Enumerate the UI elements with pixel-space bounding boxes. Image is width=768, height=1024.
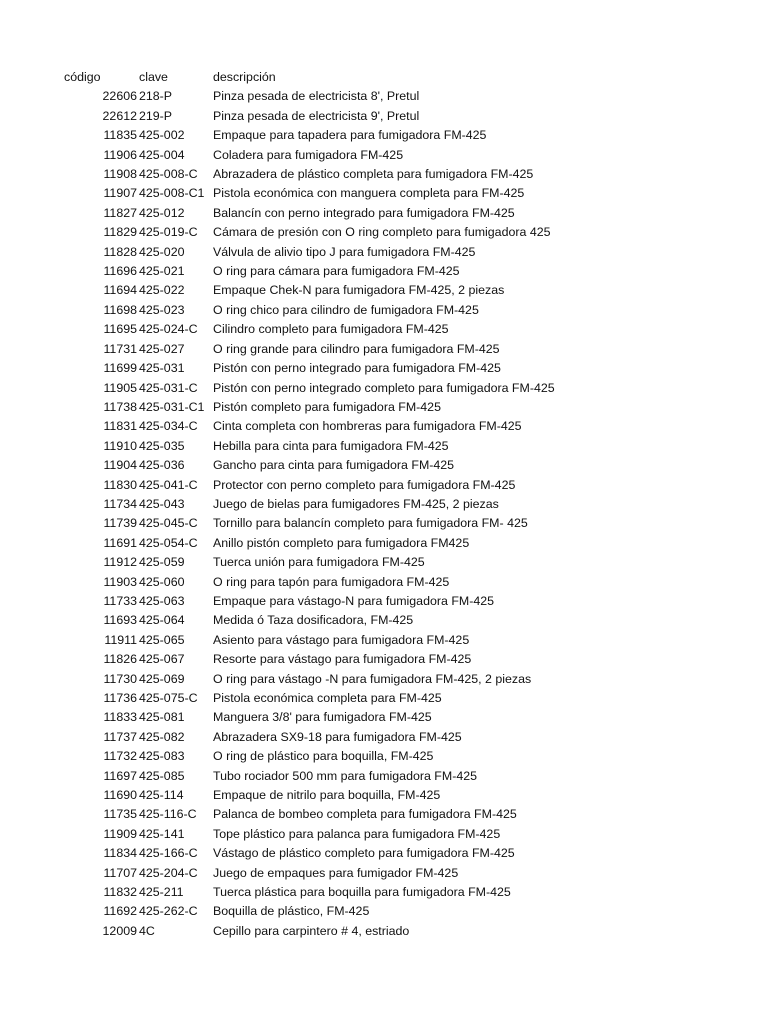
table-row: [0, 340, 768, 359]
cell-codigo: 11698: [103, 302, 137, 317]
cell-clave: 425-034-C: [139, 419, 198, 434]
table-row: [0, 184, 768, 203]
cell-codigo: 11903: [103, 574, 137, 589]
cell-codigo: 11691: [103, 535, 137, 550]
table-row: [0, 592, 768, 611]
cell-clave: 425-204-C: [139, 865, 198, 880]
table-row: [0, 165, 768, 184]
cell-clave: 425-166-C: [139, 846, 198, 861]
cell-descripcion: O ring para vástago -N para fumigadora FM-425, 2 piezas: [213, 671, 532, 686]
cell-codigo: 11912: [103, 555, 137, 570]
cell-descripcion: Gancho para cinta para fumigadora FM-425: [213, 458, 455, 473]
table-row: [0, 631, 768, 650]
cell-descripcion: Abrazadera de plástico completa para fumigadora FM-425: [213, 167, 534, 182]
cell-codigo: 11733: [103, 593, 137, 608]
table-row: [0, 708, 768, 727]
cell-clave: 425-082: [139, 729, 185, 744]
cell-descripcion: Cinta completa con hombreras para fumigadora FM-425: [213, 419, 522, 434]
cell-descripcion: Cepillo para carpintero # 4, estriado: [213, 923, 410, 938]
cell-descripcion: Hebilla para cinta para fumigadora FM-425: [213, 438, 449, 453]
cell-codigo: 11906: [103, 147, 137, 162]
cell-descripcion: Empaque para tapadera para fumigadora FM-425: [213, 128, 487, 143]
cell-codigo: 11908: [103, 167, 137, 182]
table-row: [0, 767, 768, 786]
cell-codigo: 11907: [103, 186, 137, 201]
table-row: [0, 320, 768, 339]
cell-codigo: 11830: [103, 477, 137, 492]
table-row: [0, 902, 768, 921]
table-row: [0, 670, 768, 689]
table-row: [0, 476, 768, 495]
table-row: [0, 883, 768, 902]
table-row: [0, 747, 768, 766]
cell-clave: 425-031: [139, 361, 185, 376]
cell-descripcion: Pistón con perno integrado completo para fumigadora FM-425: [213, 380, 555, 395]
cell-descripcion: Empaque para vástago-N para fumigadora FM-425: [213, 593, 495, 608]
column-header-clave: clave: [139, 70, 168, 84]
column-header-descripcion: descripción: [213, 70, 276, 84]
cell-descripcion: Pistón con perno integrado para fumigadora FM-425: [213, 361, 501, 376]
cell-descripcion: Abrazadera SX9-18 para fumigadora FM-425: [213, 729, 462, 744]
cell-codigo: 11832: [103, 885, 137, 900]
cell-clave: 425-008-C1: [139, 186, 205, 201]
cell-clave: 425-064: [139, 613, 185, 628]
table-row: [0, 514, 768, 533]
cell-descripcion: O ring de plástico para boquilla, FM-425: [213, 749, 434, 764]
table-row: [0, 223, 768, 242]
cell-codigo: 11732: [103, 749, 137, 764]
cell-clave: 425-002: [139, 128, 185, 143]
table-row: [0, 398, 768, 417]
cell-descripcion: Asiento para vástago para fumigadora FM-425: [213, 632, 470, 647]
table-row: [0, 650, 768, 669]
cell-clave: 425-043: [139, 496, 185, 511]
cell-clave: 425-211: [139, 885, 184, 900]
cell-descripcion: Tubo rociador 500 mm para fumigadora FM-425: [213, 768, 477, 783]
cell-codigo: 11690: [103, 788, 137, 803]
table-row: [0, 243, 768, 262]
cell-codigo: 11734: [103, 496, 137, 511]
table-row: [0, 417, 768, 436]
cell-clave: 425-116-C: [139, 807, 197, 822]
cell-codigo: 11911: [104, 632, 137, 647]
table-row: [0, 495, 768, 514]
cell-codigo: 11707: [103, 865, 137, 880]
table-row: [0, 107, 768, 126]
cell-clave: 425-054-C: [139, 535, 198, 550]
cell-codigo: 12009: [102, 923, 137, 938]
cell-descripcion: Palanca de bombeo completa para fumigadora FM-425: [213, 807, 517, 822]
cell-descripcion: Cámara de presión con O ring completo para fumigadora 425: [213, 225, 551, 240]
cell-codigo: 11826: [103, 652, 137, 667]
cell-clave: 4C: [139, 923, 155, 938]
cell-codigo: 11831: [103, 419, 137, 434]
cell-clave: 425-036: [139, 458, 185, 473]
cell-clave: 425-004: [139, 147, 185, 162]
cell-clave: 425-083: [139, 749, 185, 764]
cell-descripcion: O ring para tapón para fumigadora FM-425: [213, 574, 450, 589]
cell-clave: 425-024-C: [139, 322, 198, 337]
cell-descripcion: Balancín con perno integrado para fumigadora FM-425: [213, 205, 515, 220]
cell-descripcion: Manguera 3/8' para fumigadora FM-425: [213, 710, 432, 725]
cell-descripcion: Cilindro completo para fumigadora FM-425: [213, 322, 449, 337]
table-row: [0, 456, 768, 475]
cell-codigo: 11730: [103, 671, 137, 686]
cell-clave: 425-012: [139, 205, 185, 220]
cell-clave: 425-008-C: [139, 167, 198, 182]
cell-codigo: 11696: [103, 264, 137, 279]
table-row: [0, 805, 768, 824]
table-row: [0, 573, 768, 592]
cell-clave: 425-262-C: [139, 904, 198, 919]
cell-descripcion: Tornillo para balancín completo para fumigadora FM- 425: [213, 516, 528, 531]
cell-clave: 425-031-C1: [139, 399, 205, 414]
cell-codigo: 11738: [103, 399, 137, 414]
cell-clave: 425-063: [139, 593, 185, 608]
cell-descripcion: Pinza pesada de electricista 9', Pretul: [213, 108, 420, 123]
cell-clave: 425-027: [139, 341, 185, 356]
cell-clave: 425-045-C: [139, 516, 198, 531]
cell-codigo: 11731: [103, 341, 137, 356]
cell-clave: 219-P: [139, 108, 173, 123]
cell-clave: 425-075-C: [139, 691, 198, 705]
cell-descripcion: Tuerca plástica para boquilla para fumigadora FM-425: [213, 885, 511, 900]
table-row: [0, 825, 768, 844]
cell-clave: 425-031-C: [139, 380, 198, 395]
cell-descripcion: Válvula de alivio tipo J para fumigadora FM-425: [213, 244, 476, 259]
table-row: [0, 379, 768, 398]
table-row: [0, 146, 768, 165]
table-row: [0, 126, 768, 145]
cell-codigo: 11904: [103, 458, 137, 473]
cell-descripcion: O ring grande para cilindro para fumigadora FM-425: [213, 341, 500, 356]
table-body: [0, 87, 768, 941]
cell-descripcion: Vástago de plástico completo para fumigadora FM-425: [213, 846, 515, 861]
cell-codigo: 11829: [103, 225, 137, 240]
cell-clave: 425-023: [139, 302, 185, 317]
cell-codigo: 11835: [103, 128, 137, 143]
cell-codigo: 11735: [103, 807, 137, 822]
table-row: [0, 844, 768, 863]
table-row: [0, 281, 768, 300]
product-table: [0, 68, 768, 941]
cell-descripcion: Juego de empaques para fumigador FM-425: [213, 865, 459, 880]
cell-descripcion: O ring chico para cilindro de fumigadora FM-425: [213, 302, 479, 317]
cell-clave: 425-059: [139, 555, 185, 570]
table-row: [0, 553, 768, 572]
cell-codigo: 11697: [103, 768, 137, 783]
cell-clave: 425-069: [139, 671, 185, 686]
cell-descripcion: Resorte para vástago para fumigadora FM-425: [213, 652, 472, 667]
table-row: [0, 611, 768, 630]
cell-codigo: 11695: [103, 322, 137, 337]
cell-codigo: 11694: [103, 283, 137, 298]
cell-clave: 218-P: [139, 89, 173, 104]
cell-codigo: 22606: [102, 89, 137, 104]
cell-clave: 425-041-C: [139, 477, 198, 492]
cell-descripcion: Protector con perno completo para fumigadora FM-425: [213, 477, 516, 492]
table-row: [0, 922, 768, 941]
cell-codigo: 11910: [103, 438, 137, 453]
cell-descripcion: Juego de bielas para fumigadores FM-425, 2 piezas: [213, 496, 499, 511]
column-header-codigo: código: [64, 70, 101, 84]
cell-descripcion: Anillo pistón completo para fumigadora FM425: [213, 535, 470, 550]
cell-codigo: 11692: [103, 904, 137, 919]
table-row: [0, 689, 768, 708]
table-row: [0, 204, 768, 223]
cell-descripcion: O ring para cámara para fumigadora FM-425: [213, 264, 460, 279]
cell-codigo: 11827: [103, 205, 137, 220]
cell-clave: 425-019-C: [139, 225, 198, 240]
cell-clave: 425-114: [139, 788, 184, 803]
table-row: [0, 262, 768, 281]
table-header-row: [0, 68, 768, 87]
cell-clave: 425-020: [139, 244, 185, 259]
cell-clave: 425-067: [139, 652, 185, 667]
table-row: [0, 864, 768, 883]
cell-clave: 425-065: [139, 632, 185, 647]
cell-descripcion: Pistola económica completa para FM-425: [213, 691, 442, 705]
cell-codigo: 11905: [103, 380, 137, 395]
cell-codigo: 11834: [103, 846, 137, 861]
cell-descripcion: Pinza pesada de electricista 8', Pretul: [213, 89, 420, 104]
cell-descripcion: Pistola económica con manguera completa para FM-425: [213, 186, 525, 201]
cell-codigo: 11739: [103, 516, 137, 531]
cell-descripcion: Tuerca unión para fumigadora FM-425: [213, 555, 425, 570]
cell-descripcion: Empaque Chek-N para fumigadora FM-425, 2 piezas: [213, 283, 505, 298]
cell-descripcion: Empaque de nitrilo para boquilla, FM-425: [213, 788, 441, 803]
cell-clave: 425-021: [139, 264, 185, 279]
cell-codigo: 22612: [102, 108, 137, 123]
table-row: [0, 359, 768, 378]
cell-codigo: 11833: [103, 710, 137, 725]
cell-clave: 425-141: [139, 826, 185, 841]
table-row: [0, 728, 768, 747]
table-row: [0, 87, 768, 106]
cell-codigo: 11737: [103, 729, 137, 744]
cell-codigo: 11909: [103, 826, 137, 841]
cell-codigo: 11736: [103, 691, 137, 705]
cell-descripcion: Pistón completo para fumigadora FM-425: [213, 399, 441, 414]
cell-clave: 425-022: [139, 283, 185, 298]
table-row: [0, 437, 768, 456]
cell-clave: 425-035: [139, 438, 185, 453]
cell-clave: 425-085: [139, 768, 185, 783]
cell-codigo: 11693: [103, 613, 137, 628]
cell-clave: 425-081: [139, 710, 185, 725]
cell-codigo: 11828: [103, 244, 137, 259]
cell-descripcion: Tope plástico para palanca para fumigadora FM-425: [213, 826, 501, 841]
cell-descripcion: Medida ó Taza dosificadora, FM-425: [213, 613, 414, 628]
table-row: [0, 534, 768, 553]
cell-descripcion: Coladera para fumigadora FM-425: [213, 147, 404, 162]
cell-codigo: 11699: [103, 361, 137, 376]
cell-descripcion: Boquilla de plástico, FM-425: [213, 904, 370, 919]
table-row: [0, 786, 768, 805]
cell-clave: 425-060: [139, 574, 185, 589]
table-row: [0, 301, 768, 320]
